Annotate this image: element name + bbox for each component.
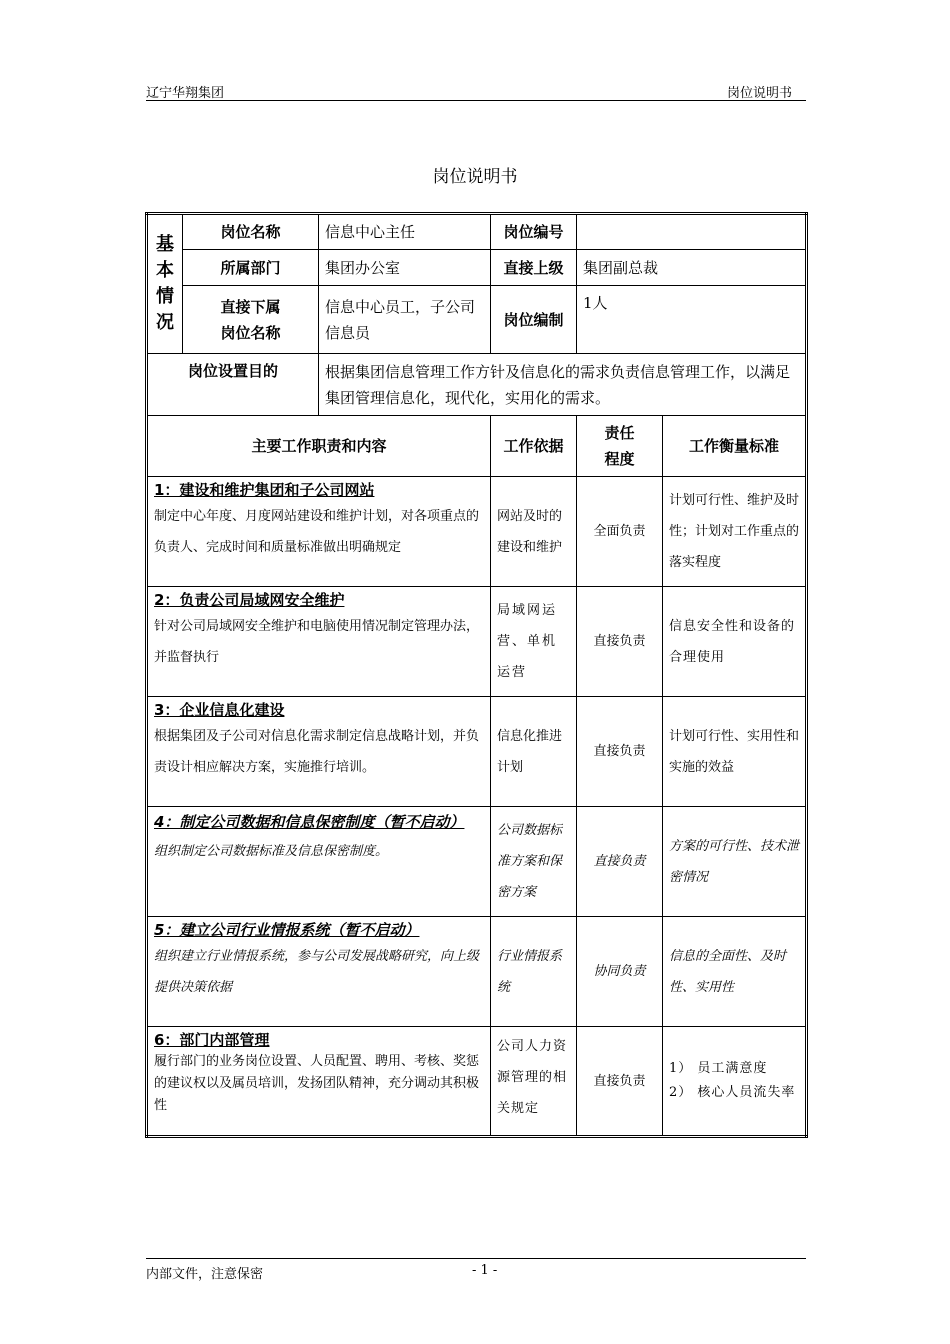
duty-basis: 行业情报系统 <box>491 917 577 1027</box>
headcount-label: 岗位编制 <box>491 286 577 354</box>
headcount-value: 1人 <box>577 286 807 354</box>
col-responsibility-header: 责任 程度 <box>577 416 663 477</box>
duty-cell <box>147 587 491 697</box>
duty-cell <box>147 807 491 917</box>
duty-standard <box>663 1027 807 1137</box>
duty-heading: 3：企业信息化建设 <box>154 701 285 719</box>
col-standard-header: 工作衡量标准 <box>663 416 807 477</box>
table-row <box>147 807 807 917</box>
duty-cell <box>147 477 491 587</box>
duty-cell <box>147 917 491 1027</box>
dept-label: 所属部门 <box>183 250 319 286</box>
basic-info-side-label: 基 本 情 况 <box>147 214 183 354</box>
duty-cell <box>147 697 491 807</box>
position-name-value: 信息中心主任 <box>319 214 491 250</box>
duty-desc: 根据集团及子公司对信息化需求制定信息战略计划，并负责设计相应解决方案，实施推行培训。 <box>154 729 480 775</box>
header-company: 辽宁华翔集团 <box>146 86 225 101</box>
duty-level: 协同负责 <box>577 917 663 1027</box>
col-basis-header: 工作依据 <box>491 416 577 477</box>
position-code-value <box>577 214 807 250</box>
duty-standard: 信息的全面性、及时性、实用性 <box>663 917 807 1027</box>
subordinate-value: 信息中心员工，子公司信息员 <box>319 286 491 354</box>
duty-desc: 针对公司局域网安全维护和电脑使用情况制定管理办法，并监督执行 <box>154 619 480 665</box>
duty-standard: 计划可行性、维护及时性；计划对工作重点的落实程度 <box>663 477 807 587</box>
job-description-table <box>145 212 808 1138</box>
duty-heading: 5：建立公司行业情报系统（暂不启动） <box>154 921 420 939</box>
table-row <box>147 587 807 697</box>
duty-cell <box>147 1027 491 1137</box>
duty-basis: 公司数据标准方案和保密方案 <box>491 807 577 917</box>
duty-standard: 方案的可行性、技术泄密情况 <box>663 807 807 917</box>
table-row <box>147 1027 807 1137</box>
duty-desc: 组织建立行业情报系统，参与公司发展战略研究，向上级提供决策依据 <box>154 949 480 995</box>
duty-basis: 网站及时的建设和维护 <box>491 477 577 587</box>
purpose-label: 岗位设置目的 <box>147 354 319 416</box>
duty-level: 直接负责 <box>577 807 663 917</box>
duty-level: 直接负责 <box>577 1027 663 1137</box>
col-duties-header: 主要工作职责和内容 <box>147 416 491 477</box>
dept-value: 集团办公室 <box>319 250 491 286</box>
subordinate-label: 直接下属 岗位名称 <box>183 286 319 354</box>
page-number: - 1 - <box>472 1263 498 1278</box>
duty-basis: 公司人力资源管理的相关规定 <box>491 1027 577 1137</box>
duty-heading: 2：负责公司局域网安全维护 <box>154 591 345 609</box>
duty-desc: 制定中心年度、月度网站建设和维护计划，对各项重点的负责人、完成时间和质量标准做出明确规定 <box>154 509 480 555</box>
duty-desc: 履行部门的业务岗位设置、人员配置、聘用、考核、奖惩的建议权以及属员培训，发扬团队精神，充分调动其积极性 <box>154 1054 480 1113</box>
position-name-label: 岗位名称 <box>183 214 319 250</box>
superior-value: 集团副总裁 <box>577 250 807 286</box>
list-item: 2） 核心人员流失率 <box>669 1085 796 1100</box>
duty-level: 直接负责 <box>577 587 663 697</box>
duty-heading: 1：建设和维护集团和子公司网站 <box>154 481 375 499</box>
duty-standard: 信息安全性和设备的合理使用 <box>663 587 807 697</box>
duty-desc: 组织制定公司数据标准及信息保密制度。 <box>154 844 389 859</box>
purpose-value: 根据集团信息管理工作方针及信息化的需求负责信息管理工作，以满足集团管理信息化，现代化，实用化的需求。 <box>319 354 807 416</box>
footer-confidential: 内部文件，注意保密 <box>146 1267 264 1282</box>
duty-level: 直接负责 <box>577 697 663 807</box>
duty-basis: 信息化推进计划 <box>491 697 577 807</box>
page-header <box>146 82 806 101</box>
duty-heading: 6：部门内部管理 <box>154 1031 270 1049</box>
list-item: 1） 员工满意度 <box>669 1061 768 1076</box>
duty-basis: 局域网运营、单机运营 <box>491 587 577 697</box>
page-footer <box>146 1258 806 1282</box>
header-doc-type: 岗位说明书 <box>726 86 792 101</box>
table-row <box>147 917 807 1027</box>
duty-heading: 4：制定公司数据和信息保密制度（暂不启动） <box>154 813 465 831</box>
page-title: 岗位说明书 <box>432 167 518 187</box>
duty-level: 全面负责 <box>577 477 663 587</box>
table-row <box>147 697 807 807</box>
superior-label: 直接上级 <box>491 250 577 286</box>
table-row <box>147 477 807 587</box>
position-code-label: 岗位编号 <box>491 214 577 250</box>
duty-standard: 计划可行性、实用性和实施的效益 <box>663 697 807 807</box>
